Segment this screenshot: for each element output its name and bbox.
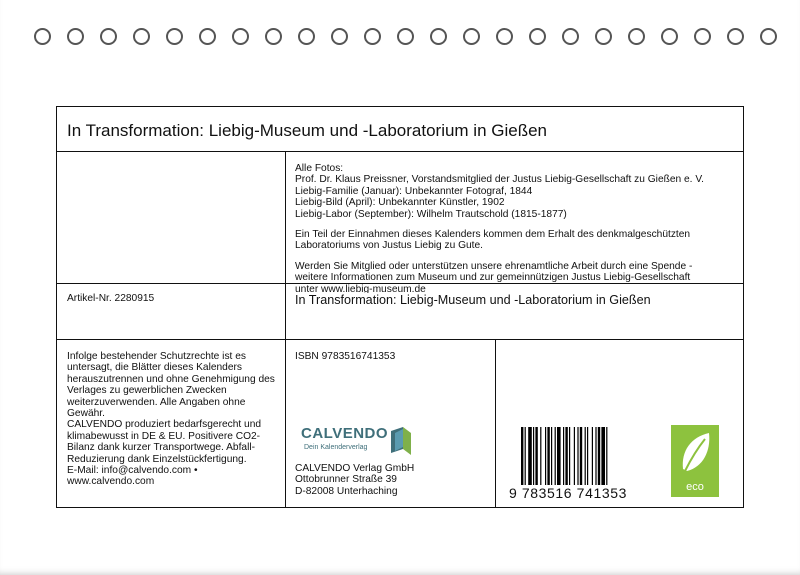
binding-ring [364, 28, 381, 45]
ean-barcode [519, 427, 639, 487]
binding-ring [727, 28, 744, 45]
binding-ring [661, 28, 678, 45]
publisher-address [295, 463, 414, 497]
article-number: Artikel-Nr. 2280915 [67, 293, 155, 304]
divider [495, 339, 496, 507]
binding-ring [331, 28, 348, 45]
credits-september: Liebig-Labor (September): Wilhelm Trautschold (1815-1877) [295, 208, 567, 220]
barcode-bar [547, 427, 549, 485]
divider [57, 151, 743, 152]
calendar-title: In Transformation: Liebig-Museum und -Laboratorium in Gießen [67, 121, 548, 140]
binding-ring [463, 28, 480, 45]
eco-label: eco [686, 481, 704, 493]
barcode-bar [540, 427, 541, 485]
barcode-bar [569, 427, 570, 485]
barcode-number: 9 783516 741353 [509, 485, 627, 501]
logo-name: CALVENDO [301, 425, 389, 442]
binding-ring [628, 28, 645, 45]
binding-ring [760, 28, 777, 45]
credits-author: Prof. Dr. Klaus Preissner, Vorstandsmitglied der Justus Liebig-Gesellschaft zu Gießen e. V. [295, 174, 705, 186]
contact-text: E-Mail: info@calvendo.com • www.calvendo.com [67, 465, 198, 488]
calendar-leaf-icon [389, 427, 413, 455]
barcode-bar [557, 427, 561, 485]
barcode-bar [585, 427, 586, 485]
logo-tagline: Dein Kalenderverlag [304, 444, 368, 451]
binding-ring [265, 28, 282, 45]
barcode-bar [533, 427, 534, 485]
rights-text: Infolge bestehender Schutzrechte ist es untersagt, die Blätter dieses Kalenders herauszutrennen und ohne Genehmigung des Verlages zu gewerblichen Zwecken weiterzuverwenden. Alle Angaben ohne Gewähr. [67, 351, 275, 420]
barcode-bar [592, 427, 593, 485]
credits-april: Liebig-Bild (April): Unbekannter Künstler, 1902 [295, 197, 505, 209]
binding-ring [133, 28, 150, 45]
barcode-bar [551, 427, 552, 485]
barcode-bar [574, 427, 575, 485]
barcode-bar [563, 427, 564, 485]
leaf-icon [671, 425, 719, 479]
binding-ring [496, 28, 513, 45]
credits-heading: Alle Fotos: [295, 163, 344, 174]
barcode-bar [595, 427, 596, 485]
binding-rings [34, 28, 780, 46]
climate-text: CALVENDO produziert bedarfsgerecht und klimabewusst in DE & EU. Positivere CO2-Bilanz dank kurzer Transportwege. Abfall-Reduzierung dank Einzelstückfertigung. [67, 419, 262, 465]
binding-ring [298, 28, 315, 45]
calendar-subtitle: In Transformation: Liebig-Museum und -Laboratorium in Gießen [295, 293, 651, 307]
credits-donation-note: Ein Teil der Einnahmen dieses Kalenders kommen dem Erhalt des denkmalgeschützten Laboratoriums von Justus Liebig zu Gute. [295, 229, 691, 252]
barcode-bar [555, 427, 556, 485]
credits-january: Liebig-Familie (Januar): Unbekannter Fotograf, 1844 [295, 185, 533, 197]
credits-membership-note: Werden Sie Mitglied oder unterstützen unsere ehrenamtliche Arbeit durch eine Spende - weitere Informationen zum Museum und zur gemeinnützigen Justus Liebig-Gesellschaft unter www.liebig-museum.de [295, 260, 693, 293]
binding-ring [562, 28, 579, 45]
divider [285, 151, 286, 507]
isbn: ISBN 9783516741353 [295, 351, 396, 362]
publisher-street: Ottobrunner Straße 39 [295, 474, 397, 486]
barcode-bar [545, 427, 546, 485]
binding-ring [694, 28, 711, 45]
divider [57, 339, 743, 340]
binding-ring [100, 28, 117, 45]
barcode-bar [565, 427, 567, 485]
binding-ring [67, 28, 84, 45]
binding-ring [34, 28, 51, 45]
binding-ring [529, 28, 546, 45]
binding-ring [397, 28, 414, 45]
barcode-bar [535, 427, 537, 485]
binding-ring [166, 28, 183, 45]
barcode-bar [598, 427, 600, 485]
barcode-bar [606, 427, 607, 485]
barcode-bar [587, 427, 588, 485]
barcode-bar [525, 427, 526, 485]
photo-credits [295, 163, 715, 293]
publisher-city: D-82008 Unterhaching [295, 485, 398, 497]
publisher-name: CALVENDO Verlag GmbH [295, 463, 415, 474]
barcode-bar [521, 427, 523, 485]
barcode-bar [580, 427, 582, 485]
binding-ring [199, 28, 216, 45]
info-table [56, 106, 744, 508]
barcode-bar [577, 427, 578, 485]
binding-ring [430, 28, 447, 45]
calvendo-logo [301, 425, 411, 459]
barcode-bar [528, 427, 532, 485]
barcode-bar [601, 427, 605, 485]
eco-badge [671, 425, 719, 497]
rights-notice [67, 351, 277, 488]
binding-ring [595, 28, 612, 45]
binding-ring [232, 28, 249, 45]
